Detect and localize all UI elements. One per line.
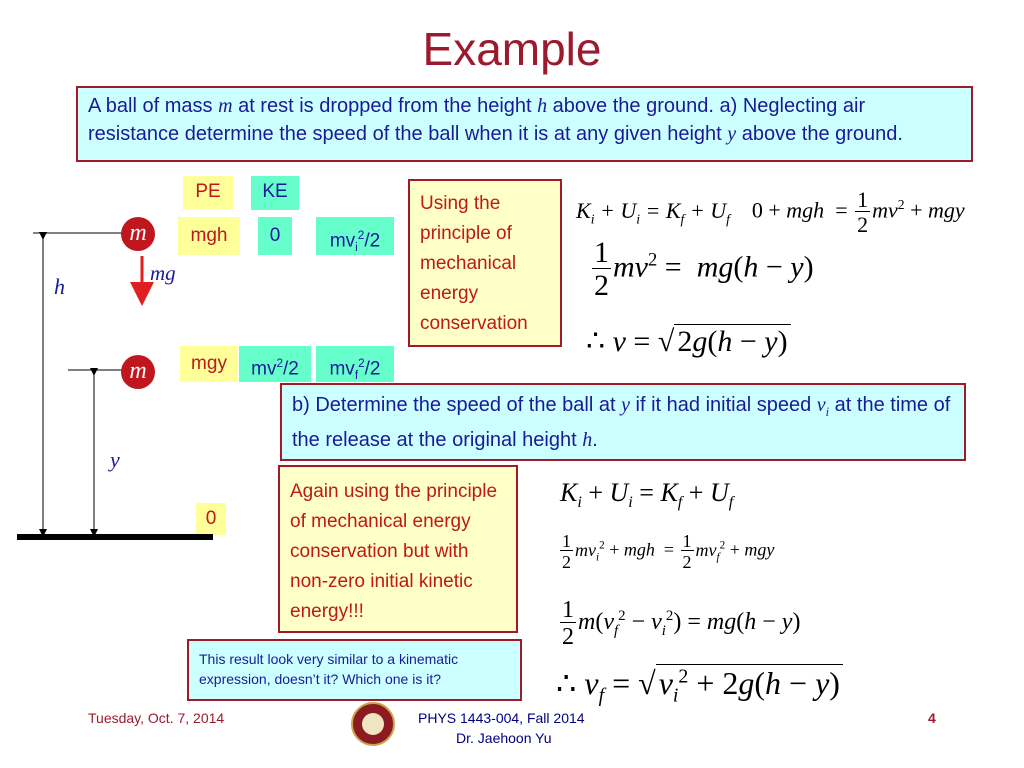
equation-energy-conservation-a: $K_i + U_i = K_f + U_f$ 0 + mgh = $\frac{1}{2}$ $mv^2$ + mgy [576,187,965,237]
problem-b-box [280,383,966,461]
ball-mid: m [121,355,155,389]
ke-i-mv: mv [329,230,356,252]
ke-i-sup: 2 [357,229,365,242]
ke-f-mv: mv [329,358,355,380]
footer-instructor: Dr. Jaehoon Yu [456,730,552,746]
problem-a-text-2: at rest is dropped from the height [232,95,538,117]
problem-b-text-3: at the time of the release at the original height [292,394,951,451]
var-vi [816,394,830,419]
problem-b-text-4: . [592,429,598,451]
label-h: h [54,274,65,299]
drop-diagram [0,0,250,560]
var-h: h [537,95,548,117]
pe-top: mgh [178,217,240,255]
problem-a-text-4: above the ground. [736,123,903,145]
footer-page-number: 4 [928,710,936,726]
ke-final-mid [316,346,394,382]
ball-top: m [121,217,155,251]
var-vi-sub: i [825,405,830,419]
equation-velocity-difference: $\frac{1}{2}$ $m(v_f^2 - v_i^2) = mg(h - y)$ [562,597,801,650]
var-m: m [218,95,233,117]
ground [17,534,213,540]
force-label: mg [150,261,176,285]
ke-f-sup: 2 [358,357,365,370]
ke-header: KE [251,176,299,210]
ke-f-sub: f [354,369,359,383]
label-y: y [110,447,120,472]
equation-v-result: ∴ v = √ 2g(h − y) [586,324,791,359]
ke-i-tail: /2 [364,230,381,252]
ke-mid-tail: /2 [283,358,299,380]
principle-box-a: Using the principle of mechanical energy conservation [408,179,562,347]
problem-b-text-1: b) Determine the speed of the ball at [292,394,622,416]
pe-bottom: 0 [196,503,226,535]
ke-mid-mv: mv [251,358,277,380]
pe-header: PE [183,176,233,210]
problem-b-text-2: if it had initial speed [629,394,817,416]
equation-vf-result: ∴ $v_f = √v_i^2 + 2g(h - y)$ [556,664,843,707]
var-vi-v: v [816,394,826,416]
university-seal-icon [351,702,395,746]
equation-with-initial-ke: $\frac{1}{2}$ $mv_i^2$ + mgh = $\frac{1}{2}$ $mv_f^2$ + mgy [562,531,775,572]
footer-date: Tuesday, Oct. 7, 2014 [88,710,225,726]
slide-title: Example [422,23,602,75]
principle-box-b: Again using the principle of mechanical energy conservation but with non-zero initial kinetic energy!!! [278,465,518,633]
var-y-b: y [621,394,630,416]
pe-mid: mgy [180,346,238,382]
footer-course: PHYS 1443-004, Fall 2014 [418,710,585,726]
ke-f-tail: /2 [364,358,381,380]
equation-half-mv2: $\frac{1}{2}$ $mv^2 = mg(h - y)$ [594,236,814,302]
ke-i-sub: i [355,241,358,255]
var-h-b: h [582,429,593,451]
ke-top: 0 [258,217,292,255]
problem-a-text-1: A ball of mass [88,95,219,117]
var-y: y [727,123,737,145]
note-box: This result look very similar to a kinematic expression, doesn’t it? Which one is it? [187,639,522,701]
ke-initial-top [316,217,394,255]
equation-energy-conservation-b: $K_i + U_i = K_f + U_f$ [560,478,734,512]
ke-mid-sup: 2 [276,357,283,370]
problem-a-text-3: above the ground. a) Neglecting air resistance determine the speed of the ball when it is at any given height [88,95,866,145]
